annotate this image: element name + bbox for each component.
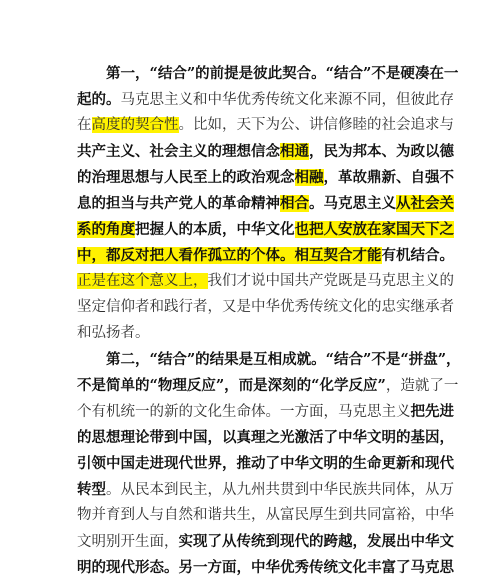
- text-line: [77, 269, 454, 294]
- text-run: 坚定信仰者和践行者，又是中华优秀传统文化的忠实继承者: [77, 299, 454, 315]
- highlighted-text: 中，都反对把人看作孤立的个体。相互契合才能: [77, 247, 382, 264]
- text-run: 有机结合。: [381, 247, 454, 264]
- highlighted-text: 也把人安放在家国天下之: [294, 221, 454, 238]
- highlighted-text: 相融: [294, 169, 324, 186]
- text-line: [77, 295, 454, 320]
- text-run: ，民为邦本、为政以德: [309, 143, 454, 160]
- text-run: ，革故鼎新、自强不: [323, 169, 454, 186]
- text-line: [77, 321, 426, 346]
- text-line: [77, 555, 454, 580]
- highlighted-text: 从社会关: [396, 195, 454, 212]
- text-run: ，造就了一: [385, 378, 459, 394]
- text-run: 实现了从传统到现代的跨越，发展出中华文: [178, 533, 454, 550]
- text-run: 。从民本到民主，从九州共贯到中华民族共同体，从万: [106, 482, 454, 498]
- highlighted-text: 系的角度: [77, 221, 135, 238]
- text-line: [77, 477, 454, 502]
- highlighted-text: 相通: [280, 143, 309, 160]
- text-run: 和弘扬者。: [77, 325, 150, 341]
- text-run: 在: [77, 117, 92, 133]
- text-line: [77, 373, 459, 398]
- text-run: 第一，“结合”的前提是彼此契合。“结合”不是硬凑在一: [106, 65, 459, 82]
- text-line: [77, 529, 454, 554]
- text-run: 共产主义、社会主义的理想信念: [77, 143, 280, 160]
- text-line: [77, 139, 454, 164]
- highlighted-text: 相合: [280, 195, 309, 212]
- text-run: 明的现代形态。另一方面，中华优秀传统文化丰富了马克思: [77, 559, 454, 576]
- text-run: 第二，“结合”的结果是互相成就。“结合”不是“拼盘”，: [106, 351, 461, 368]
- text-run: 起的。: [77, 91, 121, 108]
- text-line: [77, 425, 454, 450]
- highlighted-text: 高度的契合性: [91, 117, 179, 133]
- text-run: 个有机统一的新的文化生命体。: [77, 404, 280, 420]
- text-run: 的思想理论带到中国，以真理之光激活了中华文明的基因，: [77, 429, 454, 446]
- text-line: [77, 191, 454, 216]
- text-line: [77, 87, 454, 112]
- text-line: [77, 399, 454, 424]
- text-run: 转型: [77, 481, 106, 498]
- text-run: 的治理思想与人民至上的政治观念: [77, 169, 295, 186]
- text-line: [77, 503, 454, 528]
- text-line: [106, 347, 461, 372]
- text-run: 引领中国走进现代世界，推动了中华文明的生命更新和现代: [77, 455, 454, 472]
- text-line: [77, 451, 454, 476]
- text-run: 把握人的本质，中华文化: [135, 221, 295, 238]
- text-run: 我们才说中国共产党既是马克思主义的: [207, 273, 454, 289]
- text-run: 文明别开生面，: [77, 534, 179, 550]
- text-line: [106, 61, 459, 86]
- text-run: 。比如，天下为公、讲信修睦的社会追求与: [178, 117, 454, 133]
- highlighted-text: 正是在这个意义上，: [77, 273, 208, 289]
- text-run: 不是简单的“物理反应”，而是深刻的“化学反应”: [77, 377, 386, 394]
- text-line: [77, 217, 454, 242]
- text-run: 一方面，马克思主义: [280, 404, 411, 420]
- text-line: [77, 243, 454, 268]
- text-run: 马克思主义和中华优秀传统文化来源不同，但彼此存: [120, 92, 454, 108]
- text-run: 物并育到人与自然和谐共生，从富民厚生到共同富裕，中华: [77, 507, 454, 523]
- text-run: 。马克思主义: [309, 195, 396, 212]
- text-run: 息的担当与共产党人的革命精神: [77, 195, 280, 212]
- text-run: 把先进: [410, 403, 454, 420]
- text-line: [77, 165, 454, 190]
- text-line: [77, 113, 454, 138]
